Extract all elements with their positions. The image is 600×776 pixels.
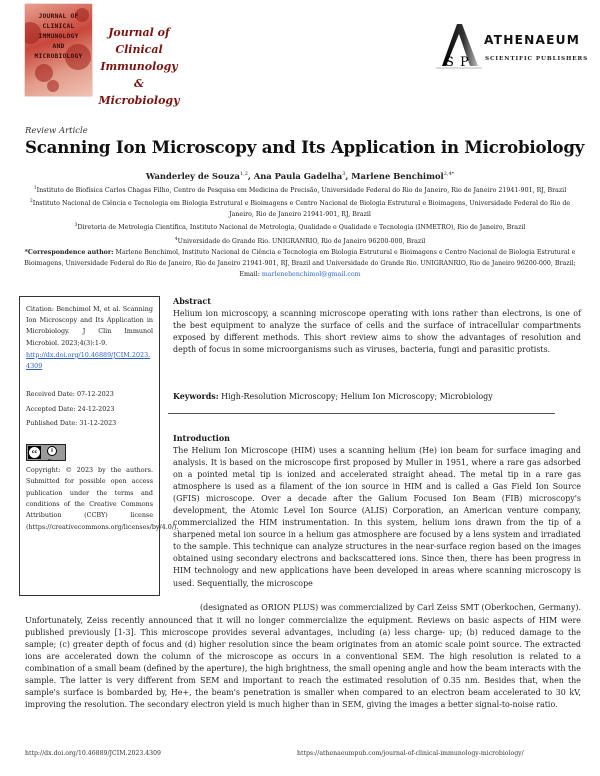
- author-name: Wanderley de Souza: [145, 171, 240, 181]
- cover-title: JOURNAL OF CLINICAL IMMUNOLOGY AND MICROBIOLOGY: [34, 13, 83, 60]
- abstract-text: Helium ion microscopy, a scanning microscope operating with ions rather than electrons, is one of the best equipment to analyze the surface of cells and the surface of intracellular compartments exposed by different methods. This short review aims to show the advantages of resolution and depth of focus in some microorganisms such as viruses, bacteria, fungi and parasitic protists.: [173, 309, 581, 355]
- journal-cover-image: [25, 4, 92, 96]
- author-name: Marlene Benchimol: [351, 171, 444, 181]
- doi-link[interactable]: http://dx.doi.org/10.46889/JCIM.2023.4309: [26, 350, 151, 371]
- section-divider: [168, 413, 555, 414]
- published-date: Published Date: 31-12-2023: [26, 418, 117, 427]
- cc-icon: cc: [29, 447, 40, 458]
- correspondence: *Correspondence author: Marlene Benchimol, Instituto Nacional de Ciência e Tecnologia em Biologia Estrutural e Bioimagens e Centro Nacional de Biologia Estrutural e Bioimagens, Universidade Federal do Rio de Janeiro, Rio de Janeiro 21941-901, RJ, Brazil and Universidade do Grande Rio. UNIGRANRIO, Rio de Janeiro 96200-000, Brazil; Email: marlenebenchimol@gmail.com: [24, 248, 576, 279]
- journal-name: Journal of Clinical Immunology & Microbiology: [98, 26, 180, 107]
- introduction-text: The Helium Ion Microscope (HIM) uses a scanning helium (He) ion beam for surface imaging and analysis. It is based on the microscope first proposed by Muller in 1951, where a rare gas adsorbed on a pointed metal tip is ionized and accelerated straight ahead. The metal tip in a rare gas atmosphere is used as a filament of the ion source in HIM and is called a Gas Field Ion Source (GFIS) microscope. Over a decade after the Galium Focused Ion Beam (FIB) microscopy's development, the Atomic Level Ion Source (ALIS) Corporation, an American venture company, commercialized the HIM instrumentation. In this system, helium ions drawn from the tip of a sharpened metal ion source in a helium gas atmosphere are focused by a lens system and irradiated to the sample. This technique can analyze structures in the near-surface region based on the images obtained using secondary electrons and backscattered ions. Since then, there has been progress in HIM technology and new applications have been developed in areas where scanning microscopy is used. Sequentially, the microscope: [173, 446, 581, 588]
- introduction-heading: Introduction: [173, 433, 230, 443]
- attribution-person-icon: i: [47, 446, 57, 456]
- author-name: Ana Paula Gadelha: [253, 171, 343, 181]
- article-dates: [26, 387, 153, 430]
- received-date: Received Date: 07-12-2023: [26, 390, 114, 399]
- email-link[interactable]: marlenebenchimol@gmail.com: [261, 271, 361, 279]
- affiliation: $^2$Instituto Nacional de Ciência e Tecnologia em Biologia Estrutural e Bioimagens e Centro Nacional de Biologia Estrutural e Bioimagens, Universidade Federal do Rio de Janeiro, Rio de Janeiro 21941-901, RJ, Brazil: [29, 199, 571, 219]
- svg-text:S: S: [445, 55, 454, 70]
- copyright-notice: Copyright: © 2023 by the authors. Submitted for possible open access publication under the terms and conditions of the Creative Commons Attribution (CCBY) license (https://creativecommons.org/licenses/by/4.0/).: [26, 466, 179, 531]
- publisher-logo-icon: [432, 20, 490, 72]
- svg-text:P: P: [460, 55, 469, 70]
- footer-doi-link[interactable]: http://dx.doi.org/10.46889/JCIM.2023.4309: [25, 750, 161, 757]
- affiliation: $^1$Instituto de Biofísica Carlos Chagas Filho, Centro de Pesquisa em Medicina de Precisão, Universidade Federal do Rio de Janeiro, Rio de Janeiro 21941-901, RJ, Brazil: [33, 186, 567, 195]
- publisher-subtitle: SCIENTIFIC PUBLISHERS: [485, 56, 589, 62]
- introduction-text-fullwidth: Unfortunately, Zeiss recently announced that it will no longer commercialize the equipment. Reviews on basic aspects of HIM were published previously [1-3]. This microscope provides several advantages, including (a) less charge- up; (b) reduced damage to the sample; (c) greater depth of focus and (d) higher resolution since the beam originates from an atomic scale point source. The extracted ions are accelerated down the column of the microscope as occurs in a conventional SEM. The high resolution is related to a combination of a small beam (defined by the aperture), the high brightness, the small opening angle and how the beam interacts with the sample. The latter is very different from SEM and important to reach the estimated resolution of 0.35 nm. Besides that, when the sample's surface is bombarded by, He+, the beam's penetration is smaller when compared to an electron beam accelerated to 30 kV, improving the resolution. The secondary electron yield is much higher than in SEM, giving the images a better signal-to-noise ratio.: [25, 616, 581, 710]
- affiliation: $^4$Universidade do Grande Rio. UNIGRANRIO, Rio de Janeiro 96200-000, Brazil: [174, 236, 426, 245]
- footer-journal-url[interactable]: https://athenaeumpub.com/journal-of-clinical-immunology-microbiology/: [297, 750, 524, 757]
- cc-by-license-icon: cc i BY: [26, 444, 66, 461]
- citation-sidebar: [19, 296, 179, 596]
- citation-text: Citation: Benchimol M, et al. Scanning Ion Microscopy and Its Application in Microbiology. J Clin Immunol Microbiol. 2023;4(3):1-9.: [26, 305, 153, 347]
- article-type: Review Article: [25, 126, 88, 136]
- author-list: Wanderley de Souza$^{1,2}$, Ana Paula Gadelha$^3$, Marlene Benchimol$^{2,4*}$: [145, 171, 455, 181]
- publisher-name: ATHENAEUM: [484, 33, 581, 47]
- abstract-heading: Abstract: [173, 296, 211, 306]
- accepted-date: Accepted Date: 24-12-2023: [26, 404, 115, 413]
- affiliation: $^3$Diretoria de Metrologia Científica, Instituto Nacional de Metrologia, Qualidade e Qualidade e Tecnologia (INMETRO), Rio de Janeiro, Brazil: [74, 223, 526, 232]
- affiliations: [22, 183, 578, 280]
- introduction-text-continued: (designated as ORION PLUS) was commercialized by Carl Zeiss SMT (Oberkochen, Germany).: [200, 603, 581, 612]
- article-title: Scanning Ion Microscopy and Its Application in Microbiology: [25, 137, 585, 157]
- keywords: Keywords: High-Resolution Microscopy; Helium Ion Microscopy; Microbiology: [173, 392, 493, 401]
